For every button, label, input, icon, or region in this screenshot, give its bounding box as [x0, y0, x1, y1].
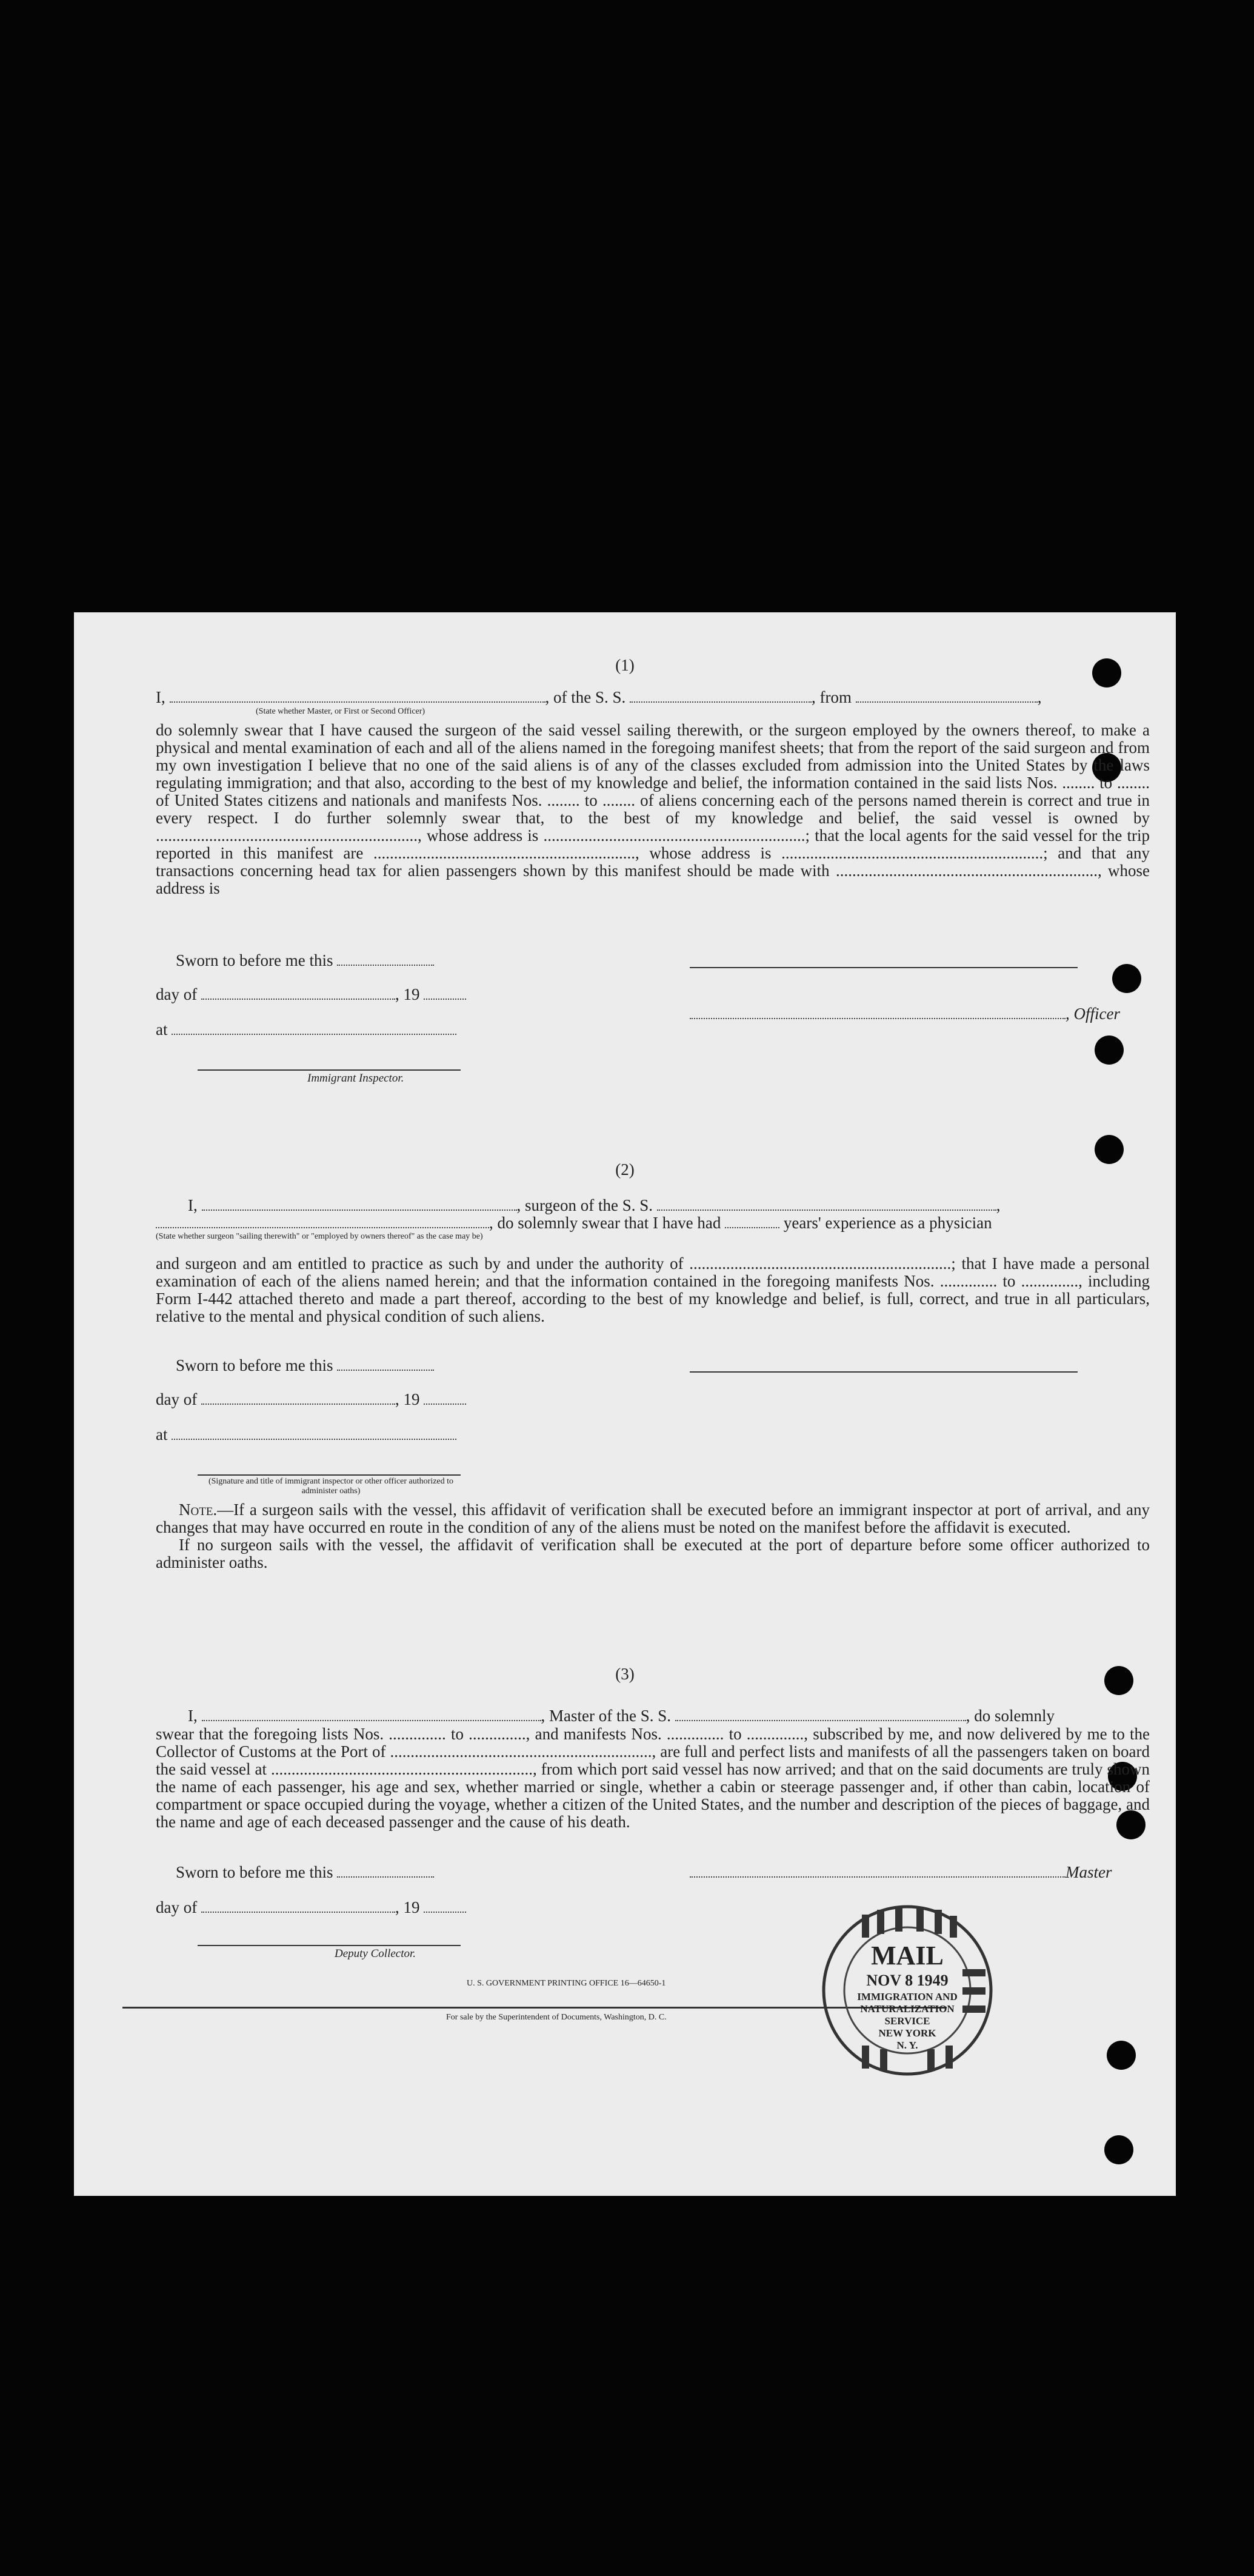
section-3-number: (3): [615, 1665, 635, 1683]
surgeon-caption: (State whether surgeon "sailing therewith" or "employed by owners thereof" as the case may be): [156, 1232, 483, 1241]
section-3-line-1: I, , Master of the S. S. , do solemnly: [188, 1707, 1055, 1725]
stamp-date: NOV 8 1949: [866, 1972, 949, 1989]
signature-caption: (Signature and title of immigrant inspector or other officer authorized to administer oaths): [208, 1477, 454, 1496]
section-3-paragraph: swear that the foregoing lists Nos. .............. to .............., and manifests Nos. .............. to .............., subscribed by me, and now delivered by me to the Collector of Customs at the Port of ................................................................, are full and perfect lists and manifests of all the passengers taken on board the said vessel at ................................................................, from which port said vessel has now arrived; and that on the said documents are truly shown the name of each passenger, his age and sex, whether married or single, whether a cabin or steerage passenger and, if other than cabin, location of compartment or space occupied during the voyage, whether a citizen of the United States, and the number and description of the pieces of baggage, and the name and age of each deceased passenger and the cause of his death.: [156, 1725, 1150, 1831]
surgeon-note: Note.—If a surgeon sails with the vessel, this affidavit of verification shall be executed before an immigrant inspector at port of arrival, and any changes that may have occurred en route in the condition of any of the aliens must be noted on the manifest before the affidavit is executed. If no surgeon sails with the vessel, the affidavit of verification shall be executed at the port of departure before some officer authorized to administer oaths.: [156, 1500, 1150, 1571]
immigrant-inspector-caption: Immigrant Inspector.: [307, 1072, 404, 1085]
day-line: day of , 19: [156, 986, 466, 1003]
section-2-number: (2): [615, 1160, 635, 1179]
section-1-line-1: I, , of the S. S. , from ,: [156, 688, 1042, 706]
section-2-paragraph: and surgeon and am entitled to practice as such by and under the authority of ................................................................; that I have made a personal examination of each of the aliens named herein; and that the information contained in the foregoing manifests Nos. .............. to .............., including Form I-442 attached thereto and made a part thereof, according to the best of my knowledge and belief, is full, correct, and true in all particulars, relative to the mental and physical condition of such aliens.: [156, 1254, 1150, 1325]
sworn-line-3: Sworn to before me this: [176, 1864, 434, 1881]
punch-hole: [1112, 964, 1141, 993]
punch-hole: [1104, 2135, 1133, 2164]
at-line-2: at: [156, 1426, 456, 1444]
at-line: at: [156, 1021, 456, 1039]
master-line: Master: [690, 1864, 1112, 1881]
mail-received-stamp: MAIL NOV 8 1949 IMMIGRATION AND NATURALIZATION SERVICE NEW YORK N. Y.: [819, 1902, 995, 2078]
sworn-line-2: Sworn to before me this: [176, 1357, 434, 1374]
officer-line: , Officer: [690, 1005, 1120, 1023]
manifest-sheet: [74, 612, 1176, 2196]
sworn-line: Sworn to before me this: [176, 952, 434, 969]
punch-hole: [1095, 1035, 1124, 1065]
section-1-number: (1): [615, 656, 635, 674]
section-1-paragraph: do solemnly swear that I have caused the surgeon of the said vessel sailing therewith, or the surgeon employed by the owners thereof, to make a physical and mental examination of each and all of the aliens named in the foregoing manifest sheets; that from the report of the said surgeon and from my own investigation I believe that no one of the said aliens is of any of the classes excluded from admission into the United States by the laws regulating immigration; and that also, according to the best of my knowledge and belief, the information contained in the said lists Nos. ........ to ........ of United States citizens and nationals and manifests Nos. ........ to ........ of aliens concerning each of the persons named therein is correct and true in every respect. I do further solemnly swear that, to the best of my knowledge and belief, the said vessel is owned by ................................................................, whose address is ................................................................; that the local agents for the said vessel for the trip reported in this manifest are ................................................................, whose address is ................................................................; and that any transactions concerning head tax for alien passengers shown by this manifest should be made with ................................................................, whose address is: [156, 721, 1150, 897]
stamp-mail-text: MAIL: [871, 1941, 944, 1970]
punch-hole: [1107, 2041, 1136, 2070]
deputy-collector-caption: Deputy Collector.: [335, 1947, 416, 1960]
section-2-line-1: I, , surgeon of the S. S. ,: [188, 1196, 1001, 1214]
printing-office-line: U. S. GOVERNMENT PRINTING OFFICE 16—64650-1: [467, 1979, 666, 1988]
sale-notice: For sale by the Superintendent of Documents, Washington, D. C.: [446, 2013, 667, 2022]
day-line-3: day of , 19: [156, 1899, 466, 1916]
section-2-line-2: , do solemnly swear that I have had years' experience as a physician: [156, 1214, 1150, 1232]
punch-hole: [1095, 1135, 1124, 1164]
day-line-2: day of , 19: [156, 1391, 466, 1408]
state-caption: (State whether Master, or First or Second Officer): [256, 707, 425, 716]
